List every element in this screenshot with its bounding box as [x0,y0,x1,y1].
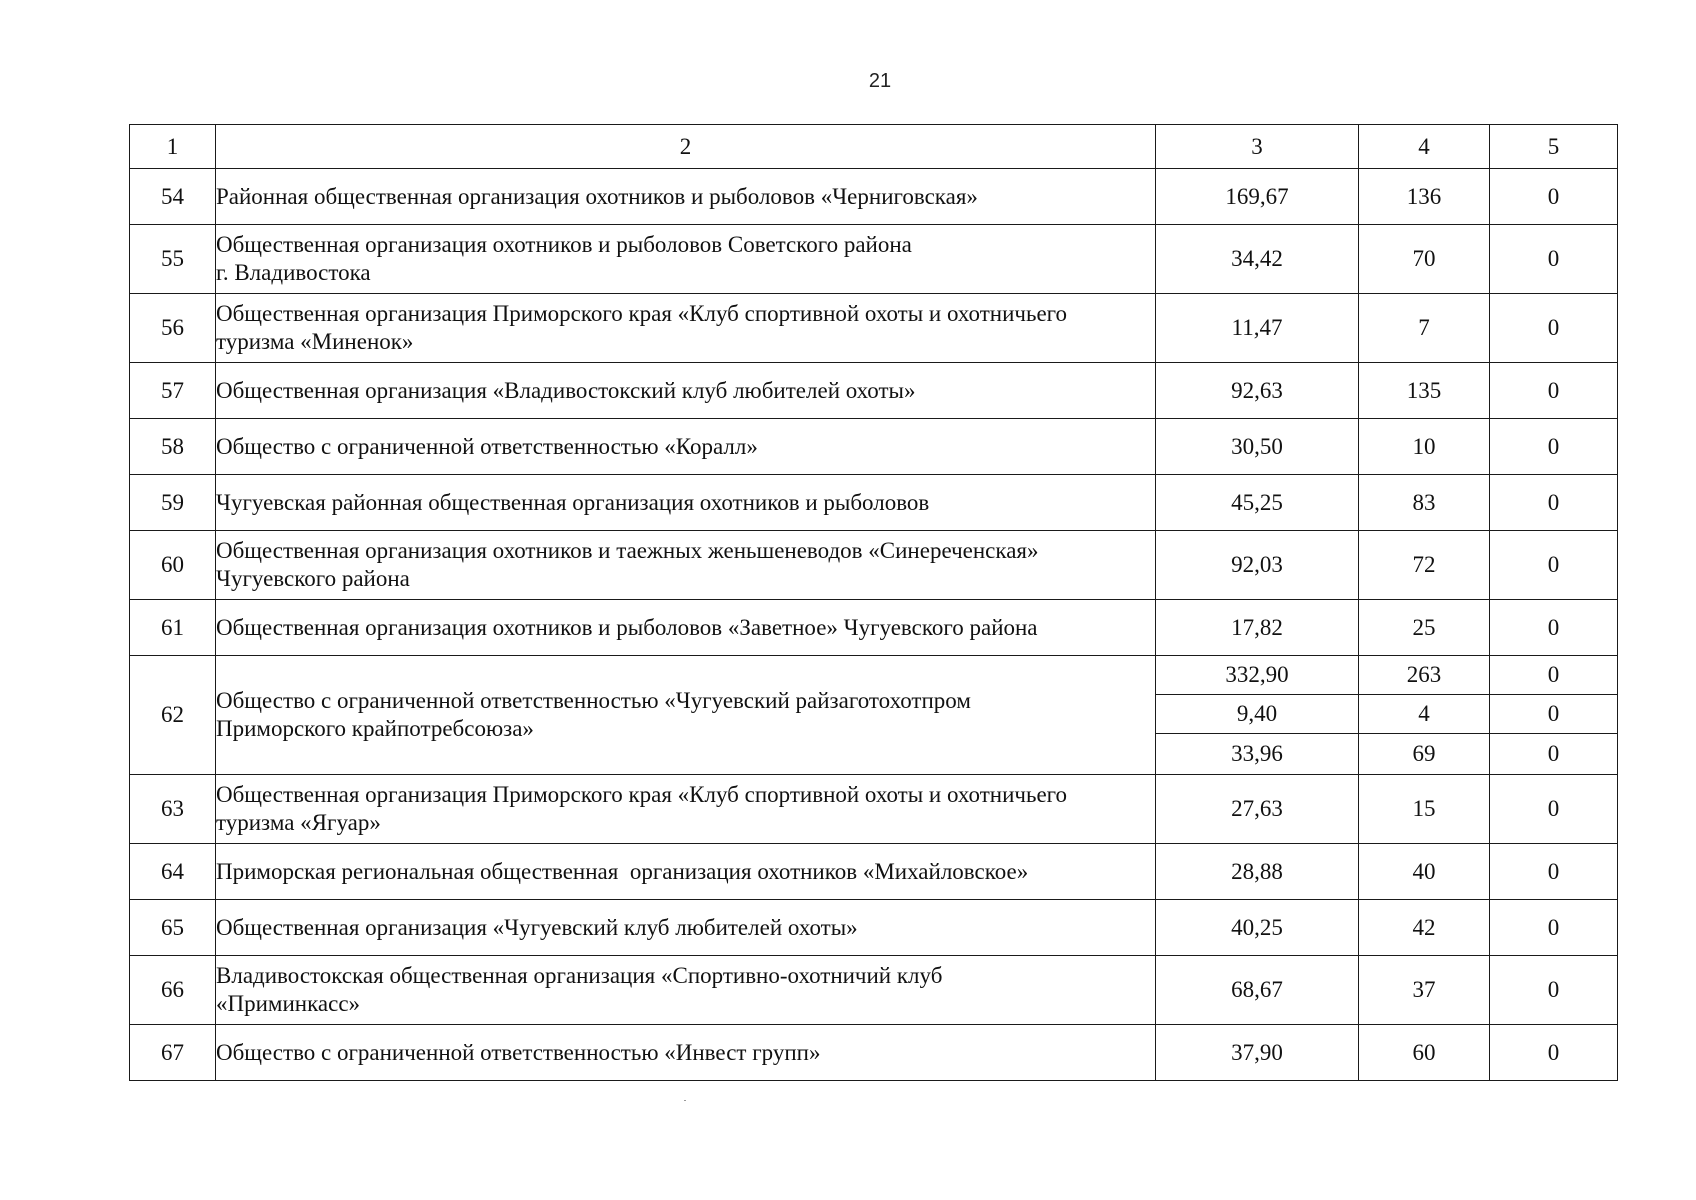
header-row [130,125,1618,169]
area-value: 9,40 [1156,695,1359,734]
table-row [130,294,1618,363]
row-number: 60 [130,531,216,600]
column-5-value: 0 [1490,363,1618,419]
table-row [130,531,1618,600]
column-4-value: 40 [1359,844,1490,900]
column-5-value: 0 [1490,956,1618,1025]
column-4-value: 60 [1359,1025,1490,1081]
table-row [130,844,1618,900]
organization-name: Районная общественная организация охотников и рыболовов «Черниговская» [216,169,1156,225]
column-5-value: 0 [1490,775,1618,844]
organization-name: Приморская региональная общественная организация охотников «Михайловское» [216,844,1156,900]
area-value: 169,67 [1156,169,1359,225]
column-5-value: 0 [1490,844,1618,900]
organization-name: Чугуевская районная общественная организация охотников и рыболовов [216,475,1156,531]
name-line: г. Владивостока [216,260,371,285]
column-5-value: 0 [1490,419,1618,475]
column-4-value: 263 [1359,656,1490,695]
organization-name [216,531,1156,600]
column-5-value: 0 [1490,695,1618,734]
column-5-value: 0 [1490,600,1618,656]
row-number: 64 [130,844,216,900]
name-line: Общественная организация охотников и таежных женьшеневодов «Синереченская» [216,538,1039,563]
organization-name [216,656,1156,775]
header-cell-1: 1 [130,125,216,169]
column-5-value: 0 [1490,169,1618,225]
table-row [130,656,1618,695]
column-5-value: 0 [1490,475,1618,531]
organization-name [216,294,1156,363]
column-4-value: 42 [1359,900,1490,956]
column-4-value: 15 [1359,775,1490,844]
organization-name: Общественная организация охотников и рыболовов «Заветное» Чугуевского района [216,600,1156,656]
table-row [130,363,1618,419]
column-4-value: 83 [1359,475,1490,531]
column-4-value: 37 [1359,956,1490,1025]
column-4-value: 10 [1359,419,1490,475]
row-number: 61 [130,600,216,656]
table-row [130,475,1618,531]
organization-name: Общественная организация «Чугуевский клуб любителей охоты» [216,900,1156,956]
row-number: 55 [130,225,216,294]
hunting-grounds-table [129,124,1618,1081]
column-5-value: 0 [1490,900,1618,956]
header-cell-5: 5 [1490,125,1618,169]
column-4-value: 4 [1359,695,1490,734]
area-value: 27,63 [1156,775,1359,844]
area-value: 11,47 [1156,294,1359,363]
header-cell-4: 4 [1359,125,1490,169]
area-value: 33,96 [1156,734,1359,775]
row-number: 56 [130,294,216,363]
area-value: 68,67 [1156,956,1359,1025]
table-row [130,900,1618,956]
scan-speck [684,1100,686,1101]
organization-name [216,956,1156,1025]
name-line: Общество с ограниченной ответственностью «Чугуевский райзаготохотпром [216,688,971,713]
column-5-value: 0 [1490,656,1618,695]
name-line: туризма «Ягуар» [216,810,381,835]
area-value: 40,25 [1156,900,1359,956]
column-4-value: 70 [1359,225,1490,294]
row-number: 62 [130,656,216,775]
page-number: 21 [868,70,892,92]
column-4-value: 7 [1359,294,1490,363]
organization-name: Общественная организация «Владивостокский клуб любителей охоты» [216,363,1156,419]
column-4-value: 25 [1359,600,1490,656]
name-line: «Приминкасс» [216,991,361,1016]
row-number: 59 [130,475,216,531]
name-line: Чугуевского района [216,566,410,591]
name-line: Приморского крайпотребсоюза» [216,716,534,741]
header-cell-2: 2 [216,125,1156,169]
column-5-value: 0 [1490,531,1618,600]
table-row [130,775,1618,844]
area-value: 92,63 [1156,363,1359,419]
row-number: 66 [130,956,216,1025]
column-5-value: 0 [1490,225,1618,294]
area-value: 28,88 [1156,844,1359,900]
table-row [130,956,1618,1025]
organization-name [216,775,1156,844]
organization-name [216,225,1156,294]
area-value: 30,50 [1156,419,1359,475]
name-line: Общественная организация Приморского края «Клуб спортивной охоты и охотничьего [216,782,1068,807]
area-value: 332,90 [1156,656,1359,695]
name-line: Общественная организация Приморского края «Клуб спортивной охоты и охотничьего [216,301,1068,326]
area-value: 17,82 [1156,600,1359,656]
column-4-value: 136 [1359,169,1490,225]
header-cell-3: 3 [1156,125,1359,169]
column-4-value: 69 [1359,734,1490,775]
name-line: туризма «Миненок» [216,329,414,354]
area-value: 37,90 [1156,1025,1359,1081]
table-row [130,600,1618,656]
table-row [130,225,1618,294]
table-row [130,169,1618,225]
row-number: 67 [130,1025,216,1081]
column-5-value: 0 [1490,294,1618,363]
table-row [130,419,1618,475]
organization-name: Общество с ограниченной ответственностью «Коралл» [216,419,1156,475]
row-number: 63 [130,775,216,844]
table-row [130,1025,1618,1081]
organization-name: Общество с ограниченной ответственностью «Инвест групп» [216,1025,1156,1081]
column-5-value: 0 [1490,1025,1618,1081]
area-value: 34,42 [1156,225,1359,294]
column-4-value: 72 [1359,531,1490,600]
column-5-value: 0 [1490,734,1618,775]
row-number: 54 [130,169,216,225]
row-number: 65 [130,900,216,956]
name-line: Общественная организация охотников и рыболовов Советского района [216,232,912,257]
column-4-value: 135 [1359,363,1490,419]
row-number: 57 [130,363,216,419]
area-value: 92,03 [1156,531,1359,600]
area-value: 45,25 [1156,475,1359,531]
name-line: Владивостокская общественная организация «Спортивно-охотничий клуб [216,963,943,988]
row-number: 58 [130,419,216,475]
